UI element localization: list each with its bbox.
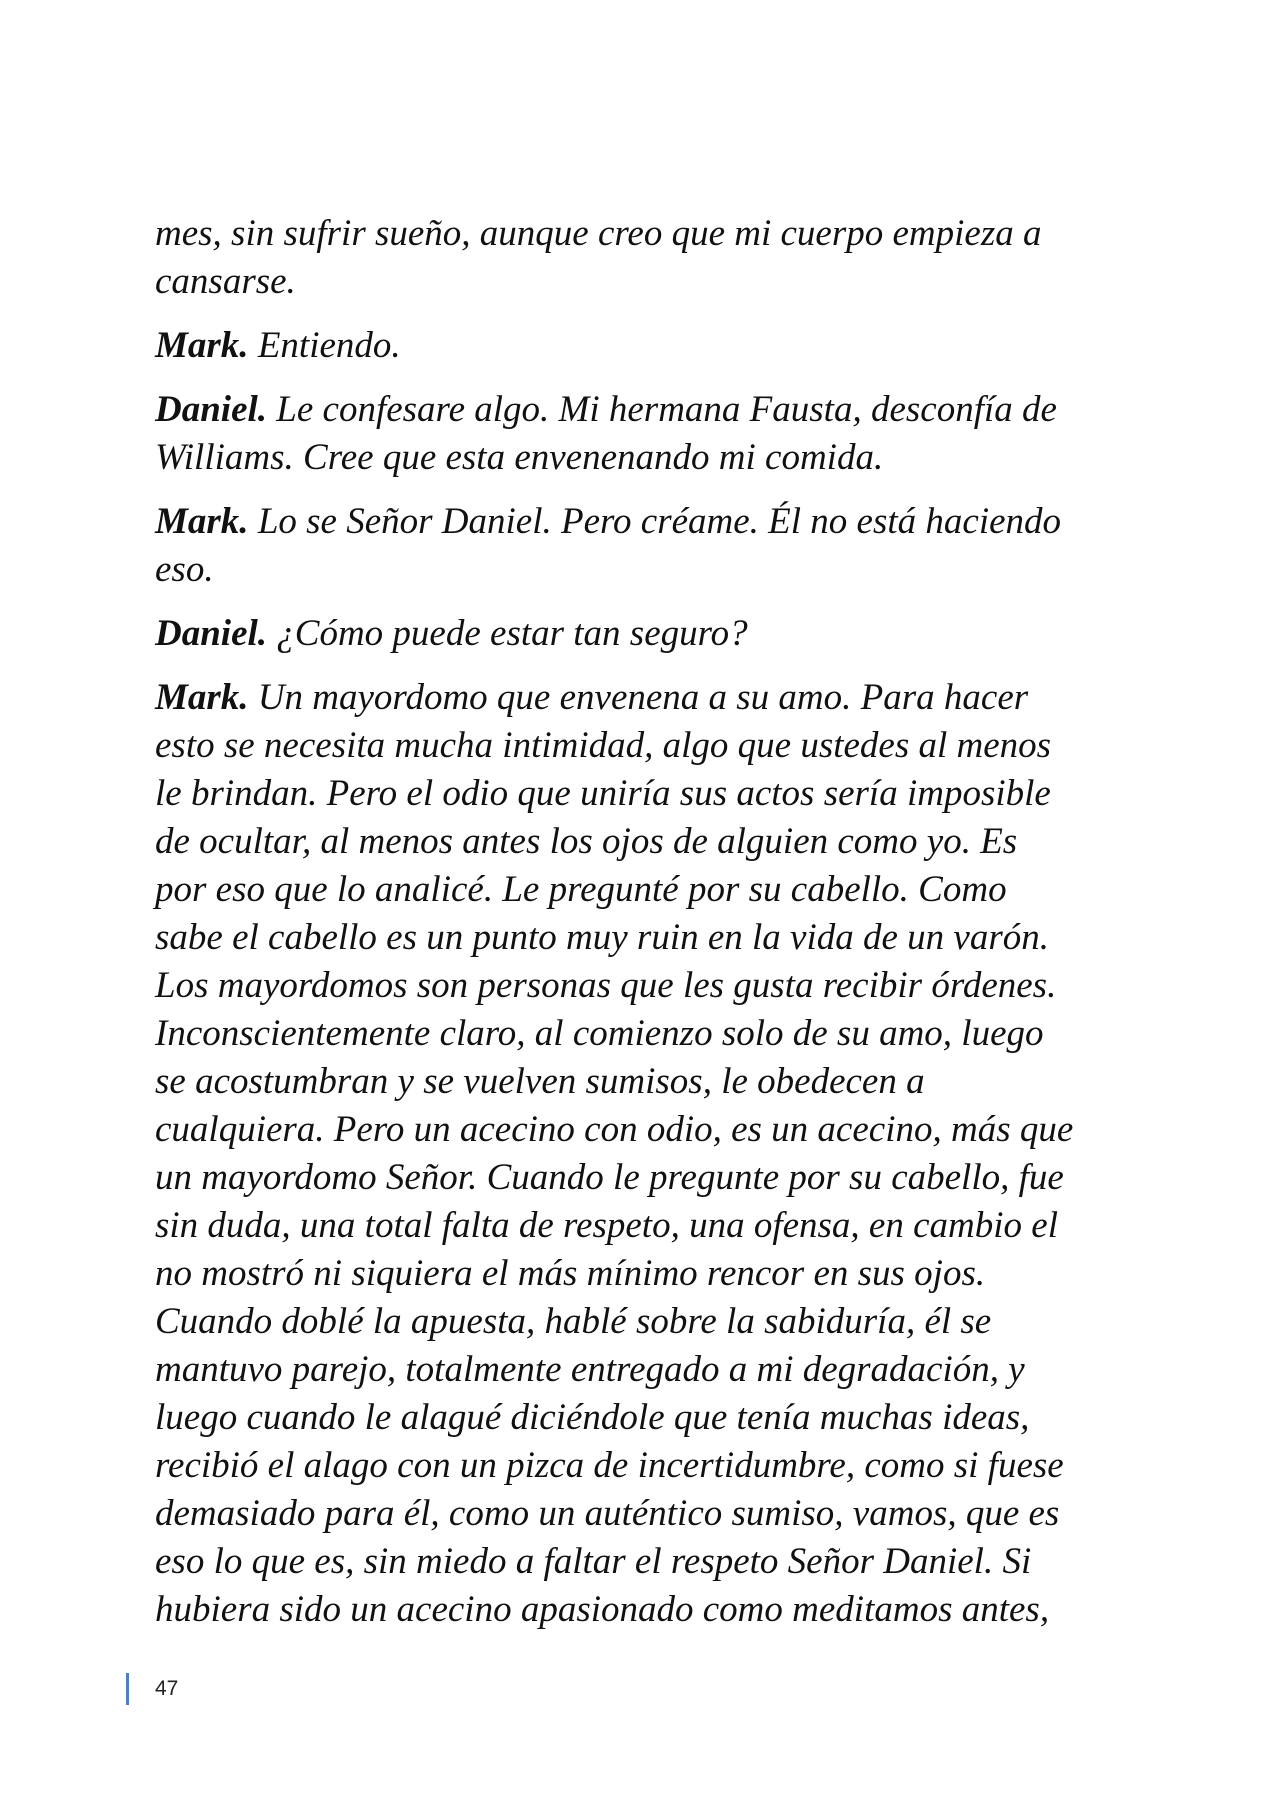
- text-line: [155, 722, 1135, 770]
- text-line: [155, 258, 1135, 306]
- line-text: cansarse.: [155, 261, 296, 302]
- line-text: Entiendo.: [248, 325, 401, 366]
- line-text: ¿Cómo puede estar tan seguro?: [267, 613, 748, 654]
- text-line: [155, 962, 1135, 1010]
- speaker-name: Mark.: [155, 677, 249, 718]
- text-line: [155, 1058, 1135, 1106]
- dialogue-paragraph: [155, 322, 1135, 370]
- text-line: [155, 1490, 1135, 1538]
- dialogue-paragraph: [155, 610, 1135, 658]
- text-line: [155, 1106, 1135, 1154]
- text-line: [155, 610, 1135, 658]
- line-text: sabe el cabello es un punto muy ruin en la vida de un varón.: [155, 917, 1049, 958]
- line-text: eso lo que es, sin miedo a faltar el respeto Señor Daniel. Si: [155, 1541, 1032, 1582]
- line-text: eso.: [155, 549, 214, 590]
- text-line: [155, 1586, 1135, 1634]
- footer-accent-bar: [126, 1673, 129, 1705]
- text-line: [155, 434, 1135, 482]
- text-line: [155, 1250, 1135, 1298]
- line-text: Williams. Cree que esta envenenando mi comida.: [155, 437, 884, 478]
- line-text: mes, sin sufrir sueño, aunque creo que mi cuerpo empieza a: [155, 213, 1042, 254]
- text-line: [155, 322, 1135, 370]
- line-text: Le confesare algo. Mi hermana Fausta, desconfía de: [267, 389, 1057, 430]
- line-text: se acostumbran y se vuelven sumisos, le obedecen a: [155, 1061, 925, 1102]
- text-line: [155, 770, 1135, 818]
- dialogue-paragraph: [155, 498, 1135, 594]
- line-text: Inconscientemente claro, al comienzo solo de su amo, luego: [155, 1013, 1044, 1054]
- text-line: [155, 210, 1135, 258]
- line-text: Cuando doblé la apuesta, hablé sobre la sabiduría, él se: [155, 1301, 992, 1342]
- dialogue-paragraph: [155, 386, 1135, 482]
- body-text: [155, 210, 1135, 1650]
- text-line: [155, 1538, 1135, 1586]
- line-text: le brindan. Pero el odio que uniría sus actos sería imposible: [155, 773, 1051, 814]
- text-line: [155, 1010, 1135, 1058]
- line-text: hubiera sido un acecino apasionado como meditamos antes,: [155, 1589, 1050, 1630]
- speaker-name: Mark.: [155, 325, 249, 366]
- speaker-name: Daniel.: [155, 613, 268, 654]
- text-line: [155, 546, 1135, 594]
- line-text: Un mayordomo que envenena a su amo. Para hacer: [248, 677, 1029, 718]
- line-text: cualquiera. Pero un acecino con odio, es un acecino, más que: [155, 1109, 1074, 1150]
- text-line: [155, 674, 1135, 722]
- dialogue-paragraph: [155, 674, 1135, 1634]
- line-text: Lo se Señor Daniel. Pero créame. Él no está haciendo: [248, 501, 1062, 542]
- page-number: 47: [155, 1677, 179, 1700]
- line-text: demasiado para él, como un auténtico sumiso, vamos, que es: [155, 1493, 1060, 1534]
- text-line: [155, 1346, 1135, 1394]
- line-text: Los mayordomos son personas que les gusta recibir órdenes.: [155, 965, 1057, 1006]
- line-text: esto se necesita mucha intimidad, algo que ustedes al menos: [155, 725, 1052, 766]
- speaker-name: Mark.: [155, 501, 249, 542]
- text-line: [155, 498, 1135, 546]
- text-line: [155, 1442, 1135, 1490]
- text-line: [155, 1202, 1135, 1250]
- line-text: recibió el alago con un pizca de incertidumbre, como si fuese: [155, 1445, 1064, 1486]
- text-line: [155, 1154, 1135, 1202]
- speaker-name: Daniel.: [155, 389, 268, 430]
- page-footer: [126, 1673, 178, 1705]
- text-line: [155, 818, 1135, 866]
- line-text: sin duda, una total falta de respeto, una ofensa, en cambio el: [155, 1205, 1058, 1246]
- dialogue-paragraph: [155, 210, 1135, 306]
- line-text: mantuvo parejo, totalmente entregado a mi degradación, y: [155, 1349, 1025, 1390]
- text-line: [155, 914, 1135, 962]
- line-text: de ocultar, al menos antes los ojos de alguien como yo. Es: [155, 821, 1018, 862]
- text-line: [155, 1298, 1135, 1346]
- line-text: luego cuando le alagué diciéndole que tenía muchas ideas,: [155, 1397, 1030, 1438]
- line-text: por eso que lo analicé. Le pregunté por su cabello. Como: [155, 869, 1007, 910]
- line-text: un mayordomo Señor. Cuando le pregunte por su cabello, fue: [155, 1157, 1064, 1198]
- text-line: [155, 866, 1135, 914]
- text-line: [155, 386, 1135, 434]
- line-text: no mostró ni siquiera el más mínimo rencor en sus ojos.: [155, 1253, 986, 1294]
- text-line: [155, 1394, 1135, 1442]
